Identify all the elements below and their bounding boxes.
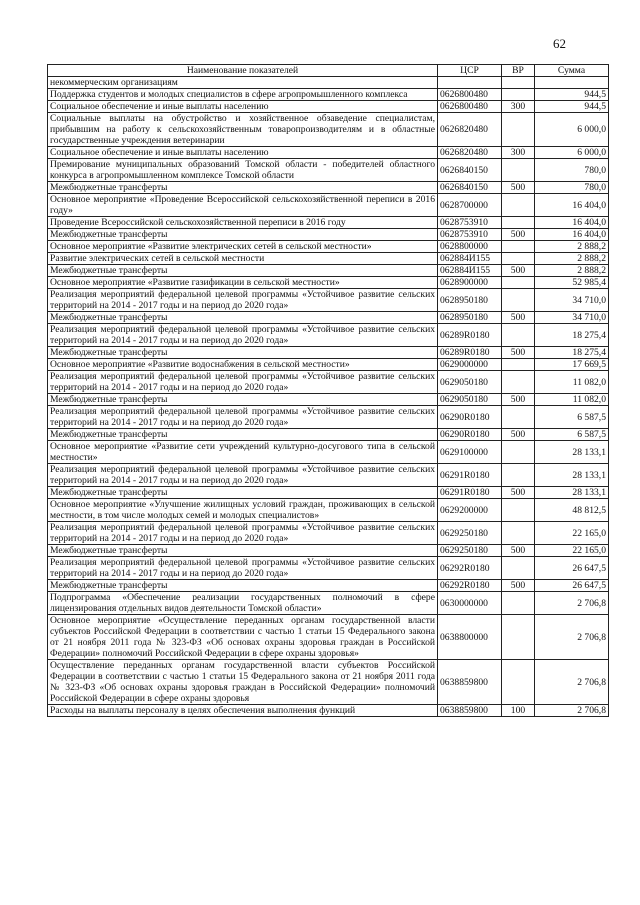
row-name-cell: Основное мероприятие «Развитие электрических сетей в сельской местности» [48, 241, 438, 253]
row-csr-cell: 0628700000 [438, 194, 502, 217]
row-csr-cell: 0626800480 [438, 101, 502, 113]
table-row [48, 101, 609, 113]
row-name-cell: Межбюджетные трансферты [48, 580, 438, 592]
row-name-cell: Основное мероприятие «Осуществление переданных органам государственной власти субъектов Российской Федерации в соответствии с частью 1 статьи 15 Федерального закона от 21 ноября 2011 года № 323-ФЗ «Об основах охраны здоровья граждан в Российской Федерации» полномочий Российской Федерации в сфере охраны здоровья» [48, 615, 438, 660]
row-vr-cell [502, 557, 535, 580]
row-vr-cell [502, 289, 535, 312]
row-sum-cell: 48 812,5 [535, 499, 609, 522]
table-row [48, 359, 609, 371]
row-vr-cell: 100 [502, 705, 535, 717]
row-name-cell: Осуществление переданных органам государственной власти субъектов Российской Федерации в соответствии с частью 1 статьи 15 Федерального закона от 21 ноября 2011 года № 323-ФЗ «Об основах охраны здоровья граждан в Российской Федерации» полномочий Российской Федерации в сфере охраны здоровья [48, 660, 438, 705]
table-row [48, 557, 609, 580]
row-csr-cell: 0626820480 [438, 113, 502, 147]
table-row [48, 277, 609, 289]
row-sum-cell: 6 587,5 [535, 406, 609, 429]
table-row [48, 253, 609, 265]
row-vr-cell: 500 [502, 429, 535, 441]
row-sum-cell: 17 669,5 [535, 359, 609, 371]
row-name-cell: Реализация мероприятий федеральной целевой программы «Устойчивое развитие сельских территорий на 2014 - 2017 годы и на период до 2020 года» [48, 464, 438, 487]
row-csr-cell: 0638800000 [438, 615, 502, 660]
row-name-cell: Премирование муниципальных образований Томской области - победителей областного конкурса в агропромышленном комплексе Томской области [48, 159, 438, 182]
row-csr-cell: 0638859800 [438, 660, 502, 705]
row-name-cell: Межбюджетные трансферты [48, 347, 438, 359]
row-csr-cell: 0628900000 [438, 277, 502, 289]
table-header [48, 65, 609, 77]
page-number: 62 [553, 36, 566, 51]
table-row [48, 394, 609, 406]
row-vr-cell [502, 359, 535, 371]
row-vr-cell [502, 277, 535, 289]
row-csr-cell: 0638859800 [438, 705, 502, 717]
row-sum-cell: 944,5 [535, 89, 609, 101]
row-sum-cell: 6 000,0 [535, 113, 609, 147]
row-name-cell: Основное мероприятие «Улучшение жилищных условий граждан, проживающих в сельской местности, в том числе молодых семей и молодых специалистов» [48, 499, 438, 522]
row-name-cell: Поддержка студентов и молодых специалистов в сфере агропромышленного комплекса [48, 89, 438, 101]
row-vr-cell: 500 [502, 394, 535, 406]
row-sum-cell: 2 706,8 [535, 615, 609, 660]
row-name-cell: Социальные выплаты на обустройство и хозяйственное обзаведение специалистам, прибывшим на работу к сельскохозяйственным товаропроизводителям и в областные государственные учреждения ветеринарии [48, 113, 438, 147]
table-row [48, 371, 609, 394]
table-row [48, 522, 609, 545]
table-row [48, 159, 609, 182]
row-vr-cell [502, 441, 535, 464]
row-name-cell: Основное мероприятие «Развитие водоснабжения в сельской местности» [48, 359, 438, 371]
row-sum-cell: 16 404,0 [535, 217, 609, 229]
row-sum-cell: 16 404,0 [535, 194, 609, 217]
row-sum-cell: 26 647,5 [535, 580, 609, 592]
row-sum-cell: 18 275,4 [535, 324, 609, 347]
row-csr-cell: 0629200000 [438, 499, 502, 522]
row-csr-cell: 06289R0180 [438, 347, 502, 359]
row-vr-cell: 300 [502, 101, 535, 113]
row-name-cell: Реализация мероприятий федеральной целевой программы «Устойчивое развитие сельских территорий на 2014 - 2017 годы и на период до 2020 года» [48, 522, 438, 545]
table-row [48, 229, 609, 241]
row-sum-cell: 944,5 [535, 101, 609, 113]
table-row [48, 312, 609, 324]
row-vr-cell [502, 406, 535, 429]
row-vr-cell [502, 371, 535, 394]
table-row [48, 464, 609, 487]
row-csr-cell: 0628753910 [438, 229, 502, 241]
column-header-sum: Сумма [535, 65, 609, 77]
row-name-cell: Межбюджетные трансферты [48, 229, 438, 241]
row-name-cell: Основное мероприятие «Развитие сети учреждений культурно-досугового типа в сельской местности» [48, 441, 438, 464]
row-sum-cell: 780,0 [535, 182, 609, 194]
row-sum-cell: 11 082,0 [535, 371, 609, 394]
row-name-cell: Межбюджетные трансферты [48, 545, 438, 557]
row-sum-cell: 2 706,8 [535, 592, 609, 615]
row-csr-cell: 0626800480 [438, 89, 502, 101]
row-csr-cell: 0628800000 [438, 241, 502, 253]
row-sum-cell: 16 404,0 [535, 229, 609, 241]
row-csr-cell: 0630000000 [438, 592, 502, 615]
row-name-cell: Развитие электрических сетей в сельской местности [48, 253, 438, 265]
row-vr-cell: 500 [502, 182, 535, 194]
row-name-cell: Расходы на выплаты персоналу в целях обеспечения выполнения функций [48, 705, 438, 717]
row-sum-cell: 28 133,1 [535, 441, 609, 464]
row-name-cell: Реализация мероприятий федеральной целевой программы «Устойчивое развитие сельских территорий на 2014 - 2017 годы и на период до 2020 года» [48, 371, 438, 394]
row-vr-cell: 500 [502, 229, 535, 241]
row-name-cell: Межбюджетные трансферты [48, 265, 438, 277]
table-row [48, 217, 609, 229]
column-header-csr: ЦСР [438, 65, 502, 77]
row-csr-cell: 0629250180 [438, 522, 502, 545]
row-vr-cell [502, 253, 535, 265]
row-vr-cell: 500 [502, 347, 535, 359]
row-vr-cell [502, 113, 535, 147]
row-csr-cell: 0628753910 [438, 217, 502, 229]
row-csr-cell: 0629250180 [438, 545, 502, 557]
row-csr-cell: 0629000000 [438, 359, 502, 371]
row-name-cell: Социальное обеспечение и иные выплаты населению [48, 101, 438, 113]
row-vr-cell [502, 89, 535, 101]
column-header-vr: ВР [502, 65, 535, 77]
row-vr-cell: 500 [502, 487, 535, 499]
row-csr-cell: 06290R0180 [438, 429, 502, 441]
row-name-cell: Межбюджетные трансферты [48, 182, 438, 194]
row-csr-cell: 06289R0180 [438, 324, 502, 347]
row-sum-cell: 6 000,0 [535, 147, 609, 159]
header-row [48, 65, 609, 77]
table-row [48, 89, 609, 101]
row-sum-cell: 18 275,4 [535, 347, 609, 359]
row-csr-cell: 06292R0180 [438, 557, 502, 580]
row-vr-cell: 500 [502, 545, 535, 557]
row-vr-cell [502, 660, 535, 705]
row-sum-cell: 2 706,8 [535, 705, 609, 717]
row-vr-cell [502, 217, 535, 229]
row-name-cell: Проведение Всероссийской сельскохозяйственной переписи в 2016 году [48, 217, 438, 229]
column-header-name: Наименование показателей [48, 65, 438, 77]
row-csr-cell: 0629100000 [438, 441, 502, 464]
row-vr-cell: 500 [502, 580, 535, 592]
row-vr-cell: 500 [502, 265, 535, 277]
table-row [48, 147, 609, 159]
table-row [48, 406, 609, 429]
row-csr-cell: 06291R0180 [438, 464, 502, 487]
table-row [48, 194, 609, 217]
row-name-cell: Реализация мероприятий федеральной целевой программы «Устойчивое развитие сельских территорий на 2014 - 2017 годы и на период до 2020 года» [48, 289, 438, 312]
row-vr-cell [502, 615, 535, 660]
table-row [48, 592, 609, 615]
row-csr-cell: 06291R0180 [438, 487, 502, 499]
table-row [48, 241, 609, 253]
table-row [48, 429, 609, 441]
row-sum-cell: 34 710,0 [535, 289, 609, 312]
row-sum-cell: 11 082,0 [535, 394, 609, 406]
row-vr-cell: 300 [502, 147, 535, 159]
table-row [48, 182, 609, 194]
row-sum-cell: 22 165,0 [535, 545, 609, 557]
row-sum-cell: 780,0 [535, 159, 609, 182]
table-row [48, 347, 609, 359]
row-sum-cell [535, 77, 609, 89]
row-sum-cell: 28 133,1 [535, 487, 609, 499]
row-csr-cell: 06290R0180 [438, 406, 502, 429]
table-row [48, 289, 609, 312]
row-csr-cell: 0628950180 [438, 289, 502, 312]
row-name-cell: Основное мероприятие «Проведение Всероссийской сельскохозяйственной переписи в 2016 году» [48, 194, 438, 217]
row-vr-cell [502, 592, 535, 615]
row-csr-cell [438, 77, 502, 89]
row-name-cell: Подпрограмма «Обеспечение реализации государственных полномочий в сфере лицензирования отдельных видов деятельности Томской области» [48, 592, 438, 615]
row-name-cell: Межбюджетные трансферты [48, 312, 438, 324]
row-sum-cell: 26 647,5 [535, 557, 609, 580]
table-body [48, 77, 609, 717]
row-name-cell: Основное мероприятие «Развитие газификации в сельской местности» [48, 277, 438, 289]
row-sum-cell: 2 888,2 [535, 265, 609, 277]
table-row [48, 441, 609, 464]
table-row [48, 324, 609, 347]
row-sum-cell: 6 587,5 [535, 429, 609, 441]
row-sum-cell: 22 165,0 [535, 522, 609, 545]
row-csr-cell: 0629050180 [438, 394, 502, 406]
row-sum-cell: 52 985,4 [535, 277, 609, 289]
row-name-cell: Социальное обеспечение и иные выплаты населению [48, 147, 438, 159]
row-name-cell: Реализация мероприятий федеральной целевой программы «Устойчивое развитие сельских территорий на 2014 - 2017 годы и на период до 2020 года» [48, 406, 438, 429]
table-row [48, 660, 609, 705]
row-name-cell: Межбюджетные трансферты [48, 429, 438, 441]
row-csr-cell: 0626820480 [438, 147, 502, 159]
row-name-cell: Межбюджетные трансферты [48, 394, 438, 406]
row-vr-cell [502, 241, 535, 253]
row-vr-cell [502, 464, 535, 487]
row-name-cell: Реализация мероприятий федеральной целевой программы «Устойчивое развитие сельских территорий на 2014 - 2017 годы и на период до 2020 года» [48, 557, 438, 580]
table-row [48, 487, 609, 499]
budget-table [47, 64, 609, 717]
row-vr-cell [502, 499, 535, 522]
row-vr-cell: 500 [502, 312, 535, 324]
row-sum-cell: 2 888,2 [535, 241, 609, 253]
row-csr-cell: 062884И155 [438, 265, 502, 277]
row-csr-cell: 0628950180 [438, 312, 502, 324]
row-csr-cell: 062884И155 [438, 253, 502, 265]
table-row [48, 265, 609, 277]
table-row [48, 705, 609, 717]
row-csr-cell: 0629050180 [438, 371, 502, 394]
row-name-cell: Межбюджетные трансферты [48, 487, 438, 499]
row-csr-cell: 06292R0180 [438, 580, 502, 592]
row-csr-cell: 0626840150 [438, 182, 502, 194]
table-row [48, 580, 609, 592]
table-row [48, 615, 609, 660]
row-name-cell: Реализация мероприятий федеральной целевой программы «Устойчивое развитие сельских территорий на 2014 - 2017 годы и на период до 2020 года» [48, 324, 438, 347]
row-vr-cell [502, 522, 535, 545]
row-sum-cell: 34 710,0 [535, 312, 609, 324]
row-vr-cell [502, 159, 535, 182]
row-name-cell: некоммерческим организациям [48, 77, 438, 89]
table-row [48, 77, 609, 89]
row-csr-cell: 0626840150 [438, 159, 502, 182]
table-row [48, 545, 609, 557]
row-vr-cell [502, 194, 535, 217]
table-row [48, 113, 609, 147]
row-sum-cell: 2 706,8 [535, 660, 609, 705]
row-sum-cell: 2 888,2 [535, 253, 609, 265]
row-vr-cell [502, 77, 535, 89]
row-vr-cell [502, 324, 535, 347]
table-row [48, 499, 609, 522]
row-sum-cell: 28 133,1 [535, 464, 609, 487]
